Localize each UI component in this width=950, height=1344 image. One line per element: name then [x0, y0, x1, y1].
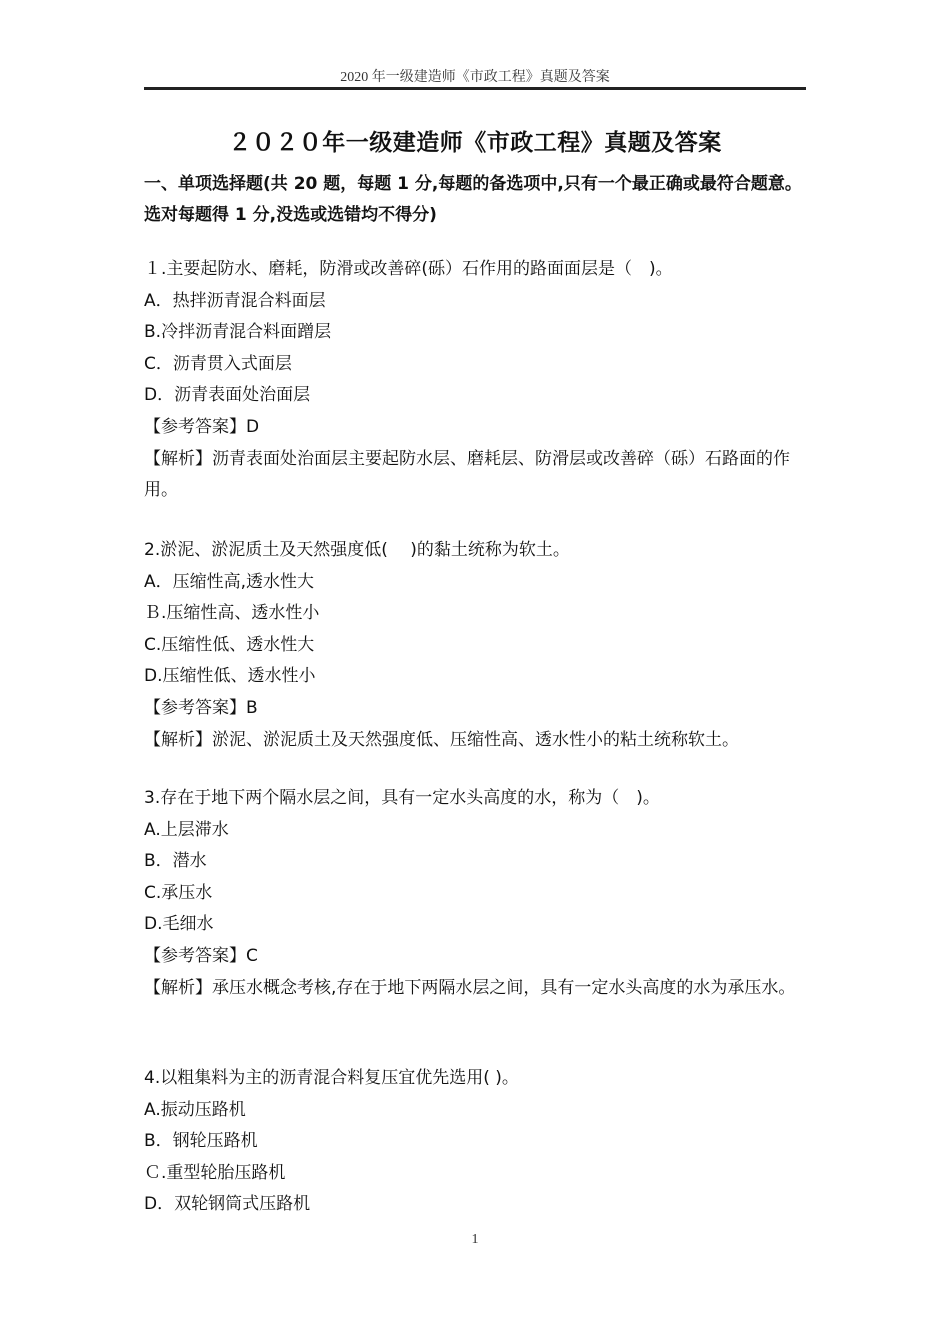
option-b: B．钢轮压路机	[144, 1131, 258, 1152]
reference-answer: 【参考答案】D	[144, 416, 260, 437]
option-a: A.上层滞水	[144, 819, 229, 840]
option-a: A．压缩性高,透水性大	[144, 571, 315, 592]
running-header: 2020 年一级建造师《市政工程》真题及答案	[340, 70, 610, 85]
header-rule	[144, 87, 806, 90]
option-b: B．潜水	[144, 851, 207, 872]
option-c: C．沥青贯入式面层	[144, 353, 292, 374]
option-c: C.承压水	[144, 882, 213, 903]
option-b: B.冷拌沥青混合料面蹭层	[144, 322, 332, 343]
analysis: 【解析】淤泥、淤泥质土及天然强度低、压缩性高、透水性小的粘土统称软土。	[144, 729, 739, 750]
analysis: 【解析】沥青表面处治面层主要起防水层、磨耗层、防滑层或改善碎（砾）石路面的作用。	[144, 448, 790, 501]
option-b: Ｂ.压缩性高、透水性小	[144, 603, 320, 624]
question-stem: 3.存在于地下两个隔水层之间，具有一定水头高度的水，称为（ )。	[144, 788, 660, 808]
option-c: Ｃ.重型轮胎压路机	[144, 1162, 286, 1183]
question-stem: １.主要起防水、磨耗，防滑或改善碎(砾）石作用的路面面层是（ )。	[144, 259, 673, 279]
reference-answer: 【参考答案】C	[144, 945, 258, 966]
page-number: 1	[471, 1232, 479, 1247]
analysis: 【解析】承压水概念考核,存在于地下两隔水层之间，具有一定水头高度的水为承压水。	[144, 977, 796, 998]
question-1	[144, 254, 810, 507]
section-heading: 一、单项选择题(共 20 题，每题 1 分,每题的备选项中,只有一个最正确或最符合题意。选对每题得 1 分,没选或选错均不得分)	[144, 174, 802, 225]
document-title: ２０２０年一级建造师《市政工程》真题及答案	[228, 130, 722, 156]
reference-answer: 【参考答案】B	[144, 697, 258, 718]
option-d: D．沥青表面处治面层	[144, 385, 311, 406]
question-4	[144, 1063, 810, 1221]
option-d: D.压缩性低、透水性小	[144, 666, 316, 687]
option-c: C.压缩性低、透水性大	[144, 634, 315, 655]
option-d: D．双轮钢筒式压路机	[144, 1194, 311, 1215]
question-2	[144, 535, 810, 756]
option-d: D.毛细水	[144, 914, 214, 935]
question-stem: 2.淤泥、淤泥质土及天然强度低( )的黏土统称为软土。	[144, 540, 570, 560]
question-3	[144, 783, 810, 1004]
option-a: A．热拌沥青混合料面层	[144, 290, 326, 311]
option-a: A.振动压路机	[144, 1099, 246, 1120]
question-stem: 4.以粗集料为主的沥青混合料复压宜优先选用( )。	[144, 1068, 519, 1088]
